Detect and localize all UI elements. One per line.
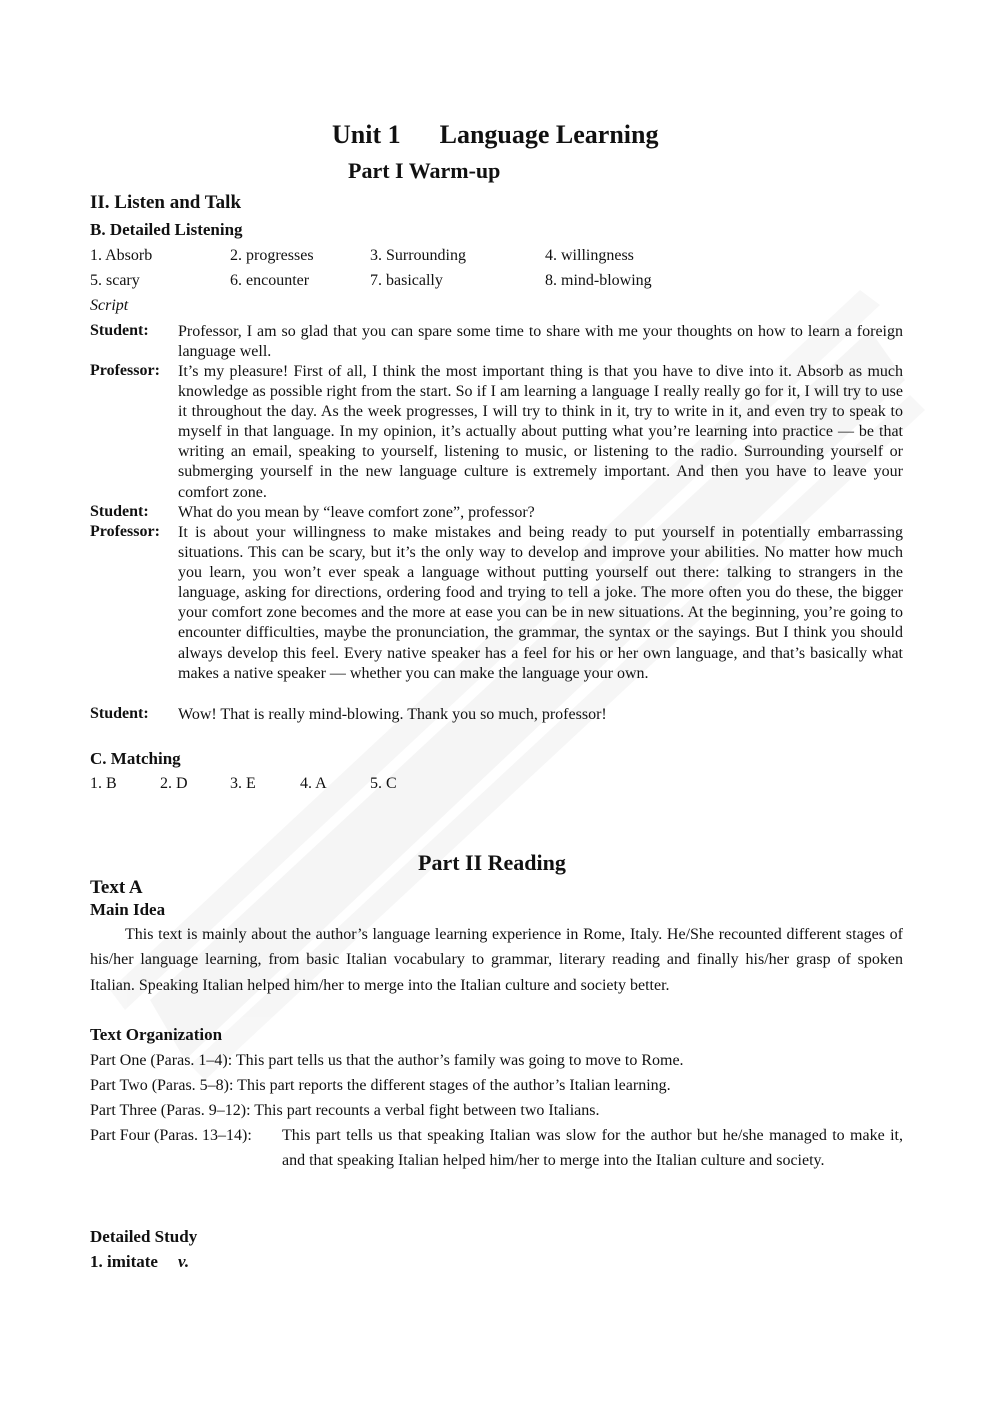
answer-item: 5. scary (90, 272, 140, 289)
study-word: 1. imitate (90, 1252, 158, 1271)
speech-text: Wow! That is really mind-blowing. Thank you so much, professor! (178, 706, 607, 723)
text-a-label: Text A (90, 877, 143, 898)
matching-title: C. Matching (90, 749, 181, 768)
speaker-label: Student: (90, 705, 149, 722)
answer-item: 1. Absorb (90, 247, 153, 264)
answer-item: 6. encounter (230, 272, 310, 289)
speaker-label: Student: (90, 322, 149, 339)
main-idea-text: This text is mainly about the author’s language learning experience in Rome, Italy. He/She recounted different stages of his/her language learning, from basic Italian vocabulary to grammar, literary reading and finally his/her grasp of spoken Italian. Speaking Italian helped him/her to merge into the Italian culture and society better. (90, 926, 903, 994)
speaker-label: Professor: (90, 523, 160, 540)
matching-item: 2. D (160, 775, 188, 792)
speech-text: What do you mean by “leave comfort zone”, professor? (178, 504, 535, 521)
organization-item: Part Three (Paras. 9–12): This part recounts a verbal fight between two Italians. (90, 1102, 600, 1119)
answer-item: 8. mind-blowing (545, 272, 652, 289)
matching-item: 4. A (300, 775, 327, 792)
organization-item: Part One (Paras. 1–4): This part tells us that the author’s family was going to move to Rome. (90, 1052, 684, 1069)
script-label: Script (90, 297, 129, 314)
unit-title: Unit 1 Language Learning (332, 120, 659, 149)
organization-item: Part Two (Paras. 5–8): This part reports the different stages of the author’s Italian learning. (90, 1077, 671, 1094)
matching-item: 1. B (90, 775, 117, 792)
matching-item: 5. C (370, 775, 397, 792)
subsection-detailed-listening: B. Detailed Listening (90, 220, 243, 239)
detailed-study-title: Detailed Study (90, 1227, 198, 1246)
speaker-label: Student: (90, 503, 149, 520)
answer-item: 3. Surrounding (370, 247, 466, 264)
study-part-of-speech: v. (178, 1252, 190, 1271)
answer-item: 4. willingness (545, 247, 634, 264)
organization-item-text: This part tells us that speaking Italian was slow for the author but he/she managed to make it, and that speaking Italian helped him/her to merge into the Italian culture and society. (282, 1127, 903, 1169)
answer-item: 7. basically (370, 272, 443, 289)
main-idea-title: Main Idea (90, 900, 166, 919)
matching-item: 3. E (230, 775, 256, 792)
part1-title: Part I Warm-up (348, 158, 501, 183)
section-listen-talk: II. Listen and Talk (90, 192, 242, 213)
speaker-label: Professor: (90, 362, 160, 379)
speech-text: It is about your willingness to make mistakes and being ready to put yourself in potentially embarrassing situations. This can be scary, but it’s the only way to develop and improve your abilities. No matter how much you learn, you won’t ever speak a language without putting yourself out there: talking to strangers in the language, asking for directions, ordering food and trying to tell a joke. The more often you do these, the bigger your comfort zone becomes and the more at ease you can be in new situations. At the beginning, you’re going to encounter difficulties, maybe the pronunciation, the grammar, the syntax or the sayings. But I think you should always develop this feel. Every native speaker has a feel for his or her own language, and that’s basically what makes a native speaker — whether you can make the language your own. (178, 524, 903, 682)
organization-item-label: Part Four (Paras. 13–14): (90, 1127, 252, 1144)
part2-title: Part II Reading (418, 850, 566, 875)
speech-text: It’s my pleasure! First of all, I think the most important thing is that you have to dive into it. Absorb as much knowledge as possible right from the start. So if I am learning a language I really really go for it, I will try to use it throughout the day. As the week progresses, I will try to think in it, try to write in it, and even try to speak to myself in that language. In my opinion, it’s actually about putting what you’re learning into practice — be that writing an email, speaking to yourself, listening to music, or listening to the radio. Surrounding yourself or submerging yourself in the new language culture is extremely important. And then you have to leave your comfort zone. (178, 363, 903, 501)
speech-text: Professor, I am so glad that you can spare some time to share with me your thoughts on how to learn a foreign language well. (178, 323, 903, 361)
answer-item: 2. progresses (230, 247, 314, 264)
text-organization-title: Text Organization (90, 1025, 223, 1044)
